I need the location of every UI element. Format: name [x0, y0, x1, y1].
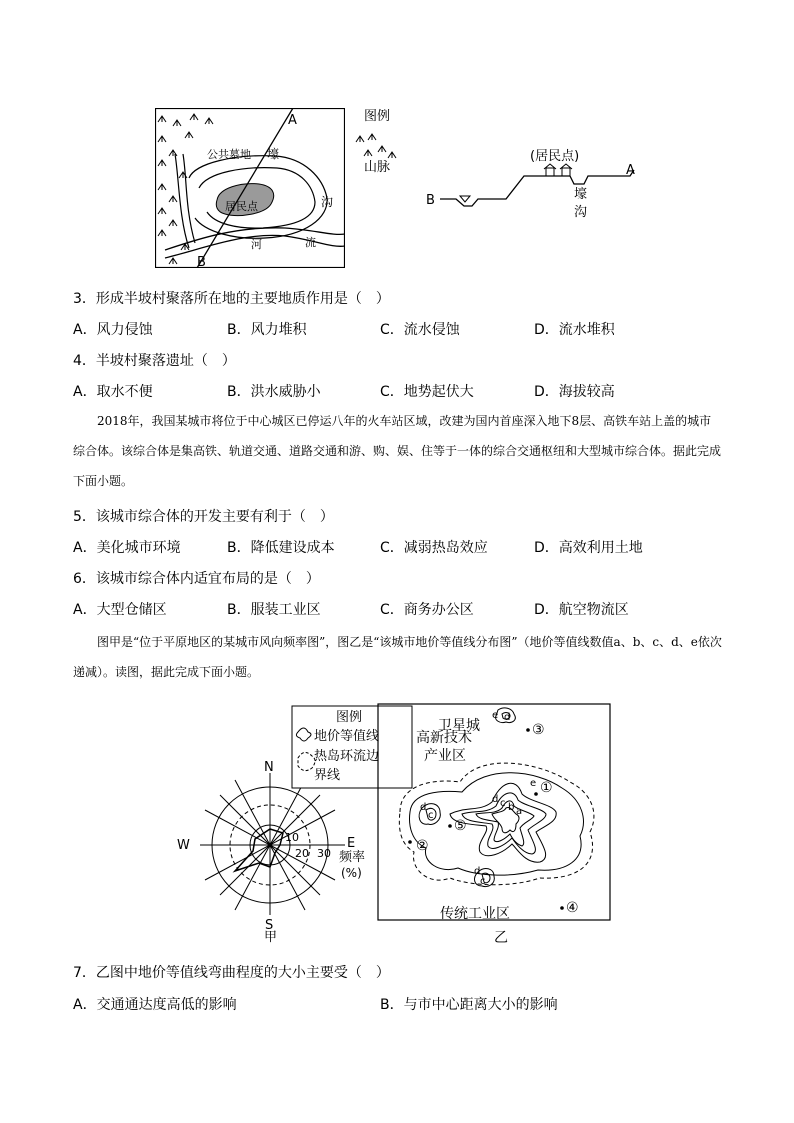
legend2-title: 图例: [336, 710, 363, 725]
q5-option-a[interactable]: A．美化城市环境: [73, 540, 181, 556]
q6-option-b[interactable]: B．服装工业区: [227, 602, 321, 618]
q3-option-a[interactable]: A．风力侵蚀: [73, 322, 153, 338]
mountain-icon: [354, 130, 398, 160]
water-icon: [460, 196, 470, 202]
q4-option-d[interactable]: D．海拔较高: [534, 384, 615, 400]
rose-caption: 甲: [264, 930, 278, 945]
legend-title: 图例: [363, 109, 390, 124]
profile-settlement-label: (居民点): [530, 149, 580, 164]
question-5-stem: 5．该城市综合体的开发主要有利于（ ）: [73, 509, 334, 525]
land-price-map: [290, 702, 612, 948]
label-c-hitech: c: [428, 810, 434, 821]
q5-option-b[interactable]: B．降低建设成本: [227, 540, 335, 556]
label-e-sat: e: [492, 710, 499, 721]
q7-option-b[interactable]: B．与市中心距离大小的影响: [380, 997, 558, 1013]
river-label: 河: [251, 238, 262, 251]
question-3-stem: 3．形成半坡村聚落所在地的主要地质作用是（ ）: [73, 291, 390, 307]
label-d-hitech: d: [420, 802, 427, 813]
q3-option-d[interactable]: D．流水堆积: [534, 322, 615, 338]
settlement-map: [155, 108, 345, 268]
point-2-label: ②: [416, 838, 429, 854]
profile-moat-label: 壕: [574, 187, 588, 202]
point-1-label: ①: [540, 780, 553, 796]
label-d-sat: d: [504, 712, 511, 723]
passage-1: 2018年，我国某城市将位于中心城区已停运八年的火车站区域，改建为国内首座深入地下8层、高铁车站上盖的城市综合体。该综合体是集高铁、轨道交通、道路交通和游、购、娱、住等于一体的综合交通枢纽和大型城市综合体。据此完成下面小题。: [73, 414, 722, 488]
label-d-trad: d: [474, 866, 481, 877]
legend-contour-label: 地价等值线: [314, 729, 380, 744]
contour-e: [410, 773, 584, 875]
rose-south: S: [265, 918, 274, 933]
rose-freq-label: 频率: [339, 850, 366, 865]
settlement-label: 居民点: [225, 200, 258, 213]
house-icon: [560, 164, 572, 176]
satellite-town-label: 卫星城: [438, 718, 480, 734]
cemetery-label: 公共墓地: [207, 148, 251, 161]
profile-diagram: [420, 142, 650, 222]
rose-east: E: [347, 836, 356, 851]
rose-unit-label: (%): [341, 866, 362, 880]
q6-option-c[interactable]: C．商务办公区: [380, 602, 474, 618]
q7-option-a[interactable]: A．交通通达度高低的影响: [73, 997, 237, 1013]
flow-label: 流: [305, 236, 316, 249]
question-7-stem: 7．乙图中地价等值线弯曲程度的大小主要受（ ）: [73, 965, 390, 981]
label-c-trad: c: [480, 876, 486, 887]
q3-option-b[interactable]: B．风力堆积: [227, 322, 307, 338]
label-d-main: d: [492, 794, 499, 805]
label-b-main: b: [508, 802, 515, 813]
question-6-stem: 6．该城市综合体内适宜布局的是（ ）: [73, 571, 320, 587]
q4-option-b[interactable]: B．洪水威胁小: [227, 384, 321, 400]
profile-label-a: A: [626, 163, 635, 178]
moat-label: 壕: [267, 147, 280, 161]
ditch-label: 沟: [321, 195, 334, 209]
traditional-label: 传统工业区: [440, 906, 510, 922]
profile-line: [440, 170, 634, 206]
point-3-label: ③: [532, 722, 545, 738]
passage-2: 图甲是“位于平原地区的某城市风向频率图”，图乙是“该城市地价等值线分布图”（地价等值线数值a、b、c、d、e依次递减）。读图，据此完成下面小题。: [73, 635, 722, 679]
legend-mountain-label: 山脉: [363, 160, 390, 175]
profile-label-b: B: [426, 193, 435, 208]
q6-option-d[interactable]: D．航空物流区: [534, 602, 629, 618]
question-4-stem: 4．半坡村聚落遗址（ ）: [73, 353, 236, 369]
point-4-label: ④: [566, 900, 579, 916]
q6-option-a[interactable]: A．大型仓储区: [73, 602, 167, 618]
rose-tick-30: 30: [317, 847, 331, 860]
q3-option-c[interactable]: C．流水侵蚀: [380, 322, 460, 338]
map-label-b: B: [197, 255, 206, 268]
hitech-label-2: 产业区: [424, 748, 466, 764]
label-c-main: c: [500, 798, 506, 809]
label-e-main: e: [530, 778, 537, 789]
rose-tick-20: 20: [295, 847, 309, 860]
map-caption: 乙: [494, 930, 508, 946]
mountain-symbols: [158, 114, 213, 264]
q5-option-c[interactable]: C．减弱热岛效应: [380, 540, 488, 556]
rose-tick-10: 10: [285, 831, 299, 844]
q4-option-c[interactable]: C．地势起伏大: [380, 384, 474, 400]
q5-option-d[interactable]: D．高效利用土地: [534, 540, 643, 556]
q4-option-a[interactable]: A．取水不便: [73, 384, 153, 400]
house-icon: [544, 164, 556, 176]
legend-heat-line2: 界线: [314, 768, 341, 783]
legend-heat-line1: 热岛环流边: [314, 749, 380, 764]
rose-north: N: [264, 760, 274, 775]
rose-west: W: [177, 838, 190, 853]
map-label-a: A: [288, 113, 297, 128]
point-5-label: ⑤: [454, 818, 467, 834]
profile-ditch-label: 沟: [574, 205, 588, 220]
hitech-label-1: 高新技术: [416, 730, 472, 746]
label-a-main: a: [516, 806, 523, 817]
map-legend: [352, 108, 402, 176]
